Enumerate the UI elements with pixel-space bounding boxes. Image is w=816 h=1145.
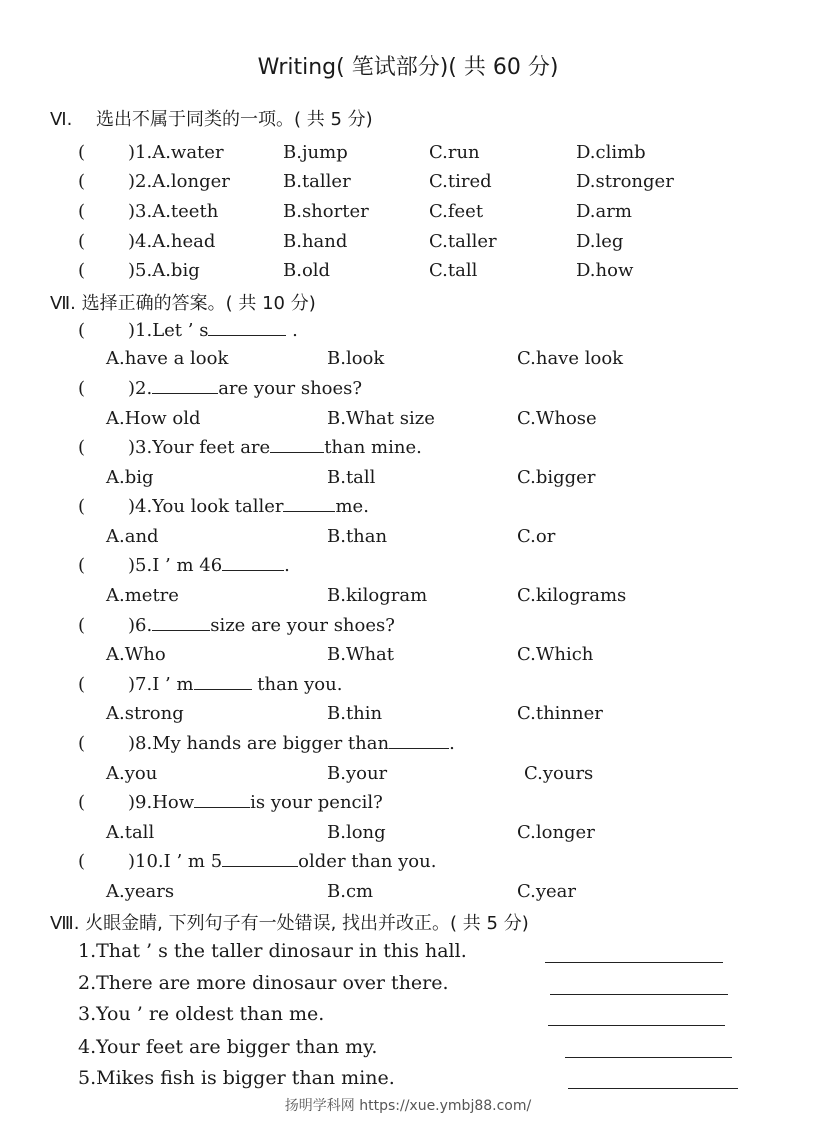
s7-q3: )3.Your feet are than mine. [128, 437, 422, 458]
s6-q5: )5.A.big [128, 260, 200, 281]
s6-q4-c: C.taller [429, 231, 497, 252]
s6-q5-b: B.old [283, 260, 331, 281]
section-7-title: 选择正确的答案。( 共 10 分) [81, 293, 316, 314]
s7-q6-a: A.Who [106, 644, 166, 665]
s7-q6-c: C.Which [517, 644, 594, 665]
s7-q4-c: C.or [517, 526, 556, 547]
answer-paren: ( [78, 674, 86, 695]
fill-blank [222, 852, 298, 867]
answer-paren: ( [78, 555, 86, 576]
s7-q5-a: A.metre [106, 585, 179, 606]
s7-q9-b: B.long [327, 822, 386, 843]
s7-q7-b: B.thin [327, 703, 383, 724]
s6-q1-c: C.run [429, 142, 480, 163]
answer-paren: ( [78, 231, 86, 252]
s8-sentence-5: 5.Mikes fish is bigger than mine. [78, 1067, 395, 1089]
correction-line [550, 994, 728, 995]
s7-q7-a: A.strong [106, 703, 184, 724]
answer-paren: ( [78, 201, 86, 222]
answer-paren: ( [78, 142, 86, 163]
s7-q3-b: B.tall [327, 467, 376, 488]
s6-q3: )3.A.teeth [128, 201, 219, 222]
s6-q1-b: B.jump [283, 142, 348, 163]
s7-q5-c: C.kilograms [517, 585, 627, 606]
s7-q8-a: A.you [106, 763, 158, 784]
s7-q8-b: B.your [327, 763, 388, 784]
answer-paren: ( [78, 792, 86, 813]
correction-line [545, 962, 723, 963]
s7-q10: )10.I ’ m 5 older than you. [128, 851, 437, 872]
s8-sentence-4: 4.Your feet are bigger than my. [78, 1036, 378, 1058]
s7-q9: )9.How is your pencil? [128, 792, 383, 813]
s7-q9-a: A.tall [106, 822, 155, 843]
s6-q3-b: B.shorter [283, 201, 369, 222]
s8-sentence-3: 3.You ’ re oldest than me. [78, 1003, 325, 1025]
s7-q2: )2. are your shoes? [128, 378, 363, 399]
s6-q3-d: D.arm [576, 201, 632, 222]
section-7-heading [50, 289, 316, 315]
s6-q4: )4.A.head [128, 231, 216, 252]
answer-paren: ( [78, 171, 86, 192]
s7-q2-b: B.What size [327, 408, 435, 429]
answer-paren: ( [78, 260, 86, 281]
s7-q2-a: A.How old [106, 408, 201, 429]
page-title: Writing( 笔试部分)( 共 60 分) [257, 55, 559, 80]
section-7-number: Ⅶ. [50, 293, 76, 314]
s7-q1-c: C.have look [517, 348, 624, 369]
s7-q6-b: B.What [327, 644, 395, 665]
fill-blank [194, 675, 252, 690]
s7-q4: )4.You look taller me. [128, 496, 369, 517]
answer-paren: ( [78, 733, 86, 754]
correction-line [565, 1057, 732, 1058]
s7-q4-b: B.than [327, 526, 388, 547]
section-6-heading [50, 105, 373, 131]
correction-line [548, 1025, 725, 1026]
fill-blank [152, 379, 218, 394]
s7-q2-c: C.Whose [517, 408, 597, 429]
answer-paren: ( [78, 496, 86, 517]
s7-q1-b: B.look [327, 348, 385, 369]
fill-blank [389, 734, 449, 749]
s7-q3-c: C.bigger [517, 467, 596, 488]
s8-sentence-2: 2.There are more dinosaur over there. [78, 972, 449, 994]
fill-blank [270, 438, 324, 453]
s6-q4-d: D.leg [576, 231, 624, 252]
correction-line [568, 1088, 738, 1089]
answer-paren: ( [78, 437, 86, 458]
s7-q4-a: A.and [106, 526, 159, 547]
s6-q5-d: D.how [576, 260, 634, 281]
footer-watermark: 扬明学科网 https://xue.ymbj88.com/ [284, 1098, 532, 1114]
s7-q10-c: C.year [517, 881, 577, 902]
section-6-number: Ⅵ. [50, 109, 73, 130]
s7-q7: )7.I ’ m than you. [128, 674, 343, 695]
s7-q8: )8.My hands are bigger than . [128, 733, 455, 754]
s7-q5-b: B.kilogram [327, 585, 428, 606]
s7-q6: )6. size are your shoes? [128, 615, 395, 636]
fill-blank [194, 793, 250, 808]
s6-q3-c: C.feet [429, 201, 484, 222]
s8-sentence-1: 1.That ’ s the taller dinosaur in this hall. [78, 940, 467, 962]
answer-paren: ( [78, 851, 86, 872]
s7-q7-c: C.thinner [517, 703, 603, 724]
s7-q1-a: A.have a look [106, 348, 229, 369]
s6-q4-b: B.hand [283, 231, 348, 252]
section-8-title: 火眼金睛, 下列句子有一处错误, 找出并改正。( 共 5 分) [85, 913, 529, 934]
fill-blank [222, 556, 284, 571]
s6-q1-d: D.climb [576, 142, 646, 163]
section-6-title: 选出不属于同类的一项。( 共 5 分) [96, 109, 373, 130]
answer-paren: ( [78, 378, 86, 399]
s6-q2: )2.A.longer [128, 171, 230, 192]
s7-q1: )1.Let ’ s . [128, 320, 298, 341]
section-8-heading [50, 909, 529, 935]
answer-paren: ( [78, 615, 86, 636]
s7-q10-b: B.cm [327, 881, 374, 902]
fill-blank [152, 616, 210, 631]
fill-blank [208, 321, 286, 336]
s6-q2-c: C.tired [429, 171, 492, 192]
s6-q2-d: D.stronger [576, 171, 674, 192]
fill-blank [283, 497, 335, 512]
s6-q1: )1.A.water [128, 142, 224, 163]
section-8-number: Ⅷ. [50, 913, 80, 934]
answer-paren: ( [78, 320, 86, 341]
s7-q3-a: A.big [106, 467, 154, 488]
s6-q5-c: C.tall [429, 260, 478, 281]
s7-q9-c: C.longer [517, 822, 595, 843]
s7-q10-a: A.years [106, 881, 175, 902]
s6-q2-b: B.taller [283, 171, 351, 192]
s7-q8-c: C.yours [524, 763, 594, 784]
s7-q5: )5.I ’ m 46 . [128, 555, 290, 576]
